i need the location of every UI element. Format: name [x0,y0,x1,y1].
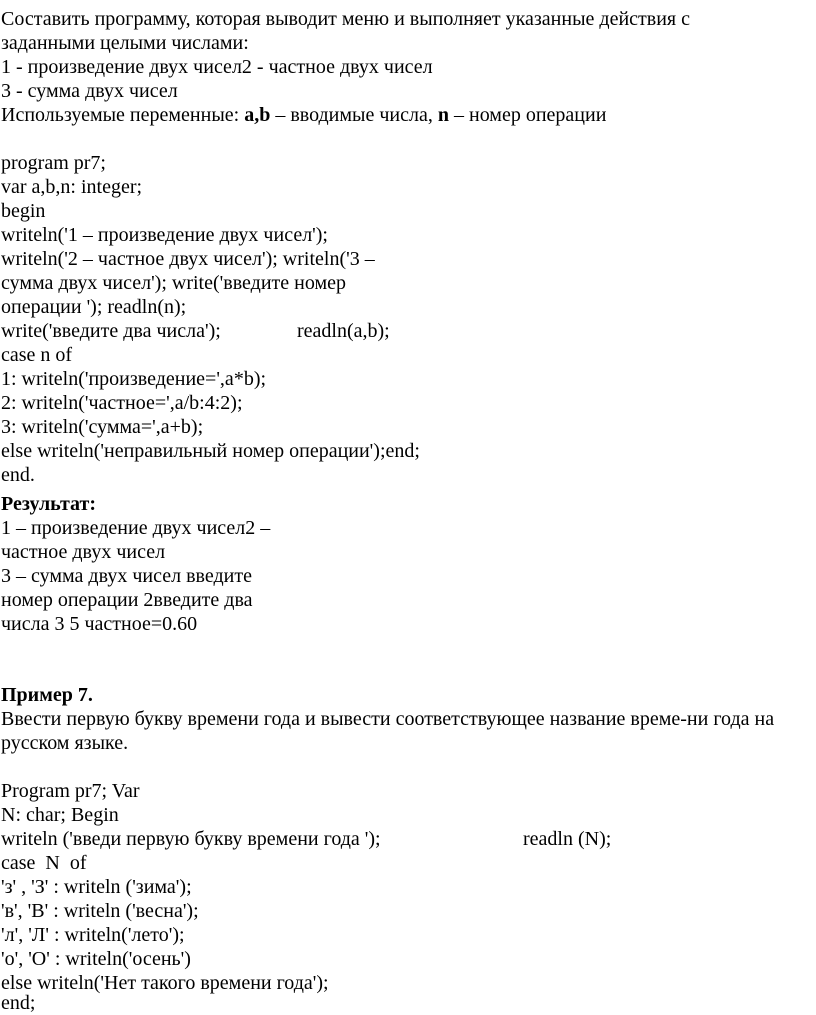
code-line: 2: writeln('частное=',a/b:4:2); [1,392,243,414]
code-line: readln(a,b); [297,320,390,342]
variables-prefix: Используемые переменные: [1,104,245,126]
variables-ab: a,b [244,104,271,126]
statement-line: 1 - произведение двух чисел2 - частное двух чисел [1,56,433,78]
code-line: 3: writeln('сумма=',a+b); [1,416,204,438]
code-line: var a,b,n: integer; [1,176,143,198]
example-title: Пример 7. [1,684,93,706]
example-code-line: 'о', 'О' : writeln('осень') [1,948,191,970]
variables-line [1,103,606,127]
result-line: номер операции 2введите два [1,589,253,611]
code-line: program pr7; [1,152,106,174]
variables-mid: – вводимые числа, [270,104,438,126]
example-code-line: case N of [1,852,87,874]
code-line: сумма двух чисел'); write('введите номер [1,272,346,294]
result-line: 3 – сумма двух чисел введите [1,565,252,587]
statement-line: заданными целыми числами: [1,32,249,54]
example-code-line: N: char; Begin [1,804,119,826]
code-line: 1: writeln('произведение=',a*b); [1,368,267,390]
code-line: writeln('1 – произведение двух чисел'); [1,224,328,246]
result-line: 1 – произведение двух чисел2 – [1,517,271,539]
statement-line: Составить программу, которая выводит меню и выполняет указанные действия с [1,8,690,30]
variables-n: n [437,104,449,126]
example-code-line: 'з' , 'З' : writeln ('зима'); [1,876,192,898]
example-code-line: Program pr7; Var [1,780,140,802]
example-code-line: writeln ('введи первую букву времени года '); [1,828,381,850]
example-statement-line: русском языке. [1,732,129,754]
example-code-line: else writeln('Нет такого времени года'); [1,972,329,994]
result-line: числа 3 5 частное=0.60 [1,613,198,635]
example-statement-line: Ввести первую букву времени года и вывести соответствующее название време-ни года на [1,708,775,730]
code-line: end. [1,464,35,486]
code-line: begin [1,200,46,222]
code-line: case n of [1,344,73,366]
code-line: else writeln('неправильный номер операции');end; [1,440,420,462]
code-line: операции '); readln(n); [1,296,187,318]
example-code-line: readln (N); [523,828,612,850]
example-code-line: 'л', 'Л' : writeln('лето'); [1,924,185,946]
result-title: Результат: [1,493,97,515]
statement-line: 3 - сумма двух чисел [1,80,178,102]
code-line: write('введите два числа'); [1,320,221,342]
example-code-line: end; [1,992,36,1014]
variables-suffix: – номер операции [448,104,607,126]
example-code-line: 'в', 'В' : writeln ('весна'); [1,900,199,922]
result-line: частное двух чисел [1,541,166,563]
code-line: writeln('2 – частное двух чисел'); writeln('3 – [1,248,375,270]
